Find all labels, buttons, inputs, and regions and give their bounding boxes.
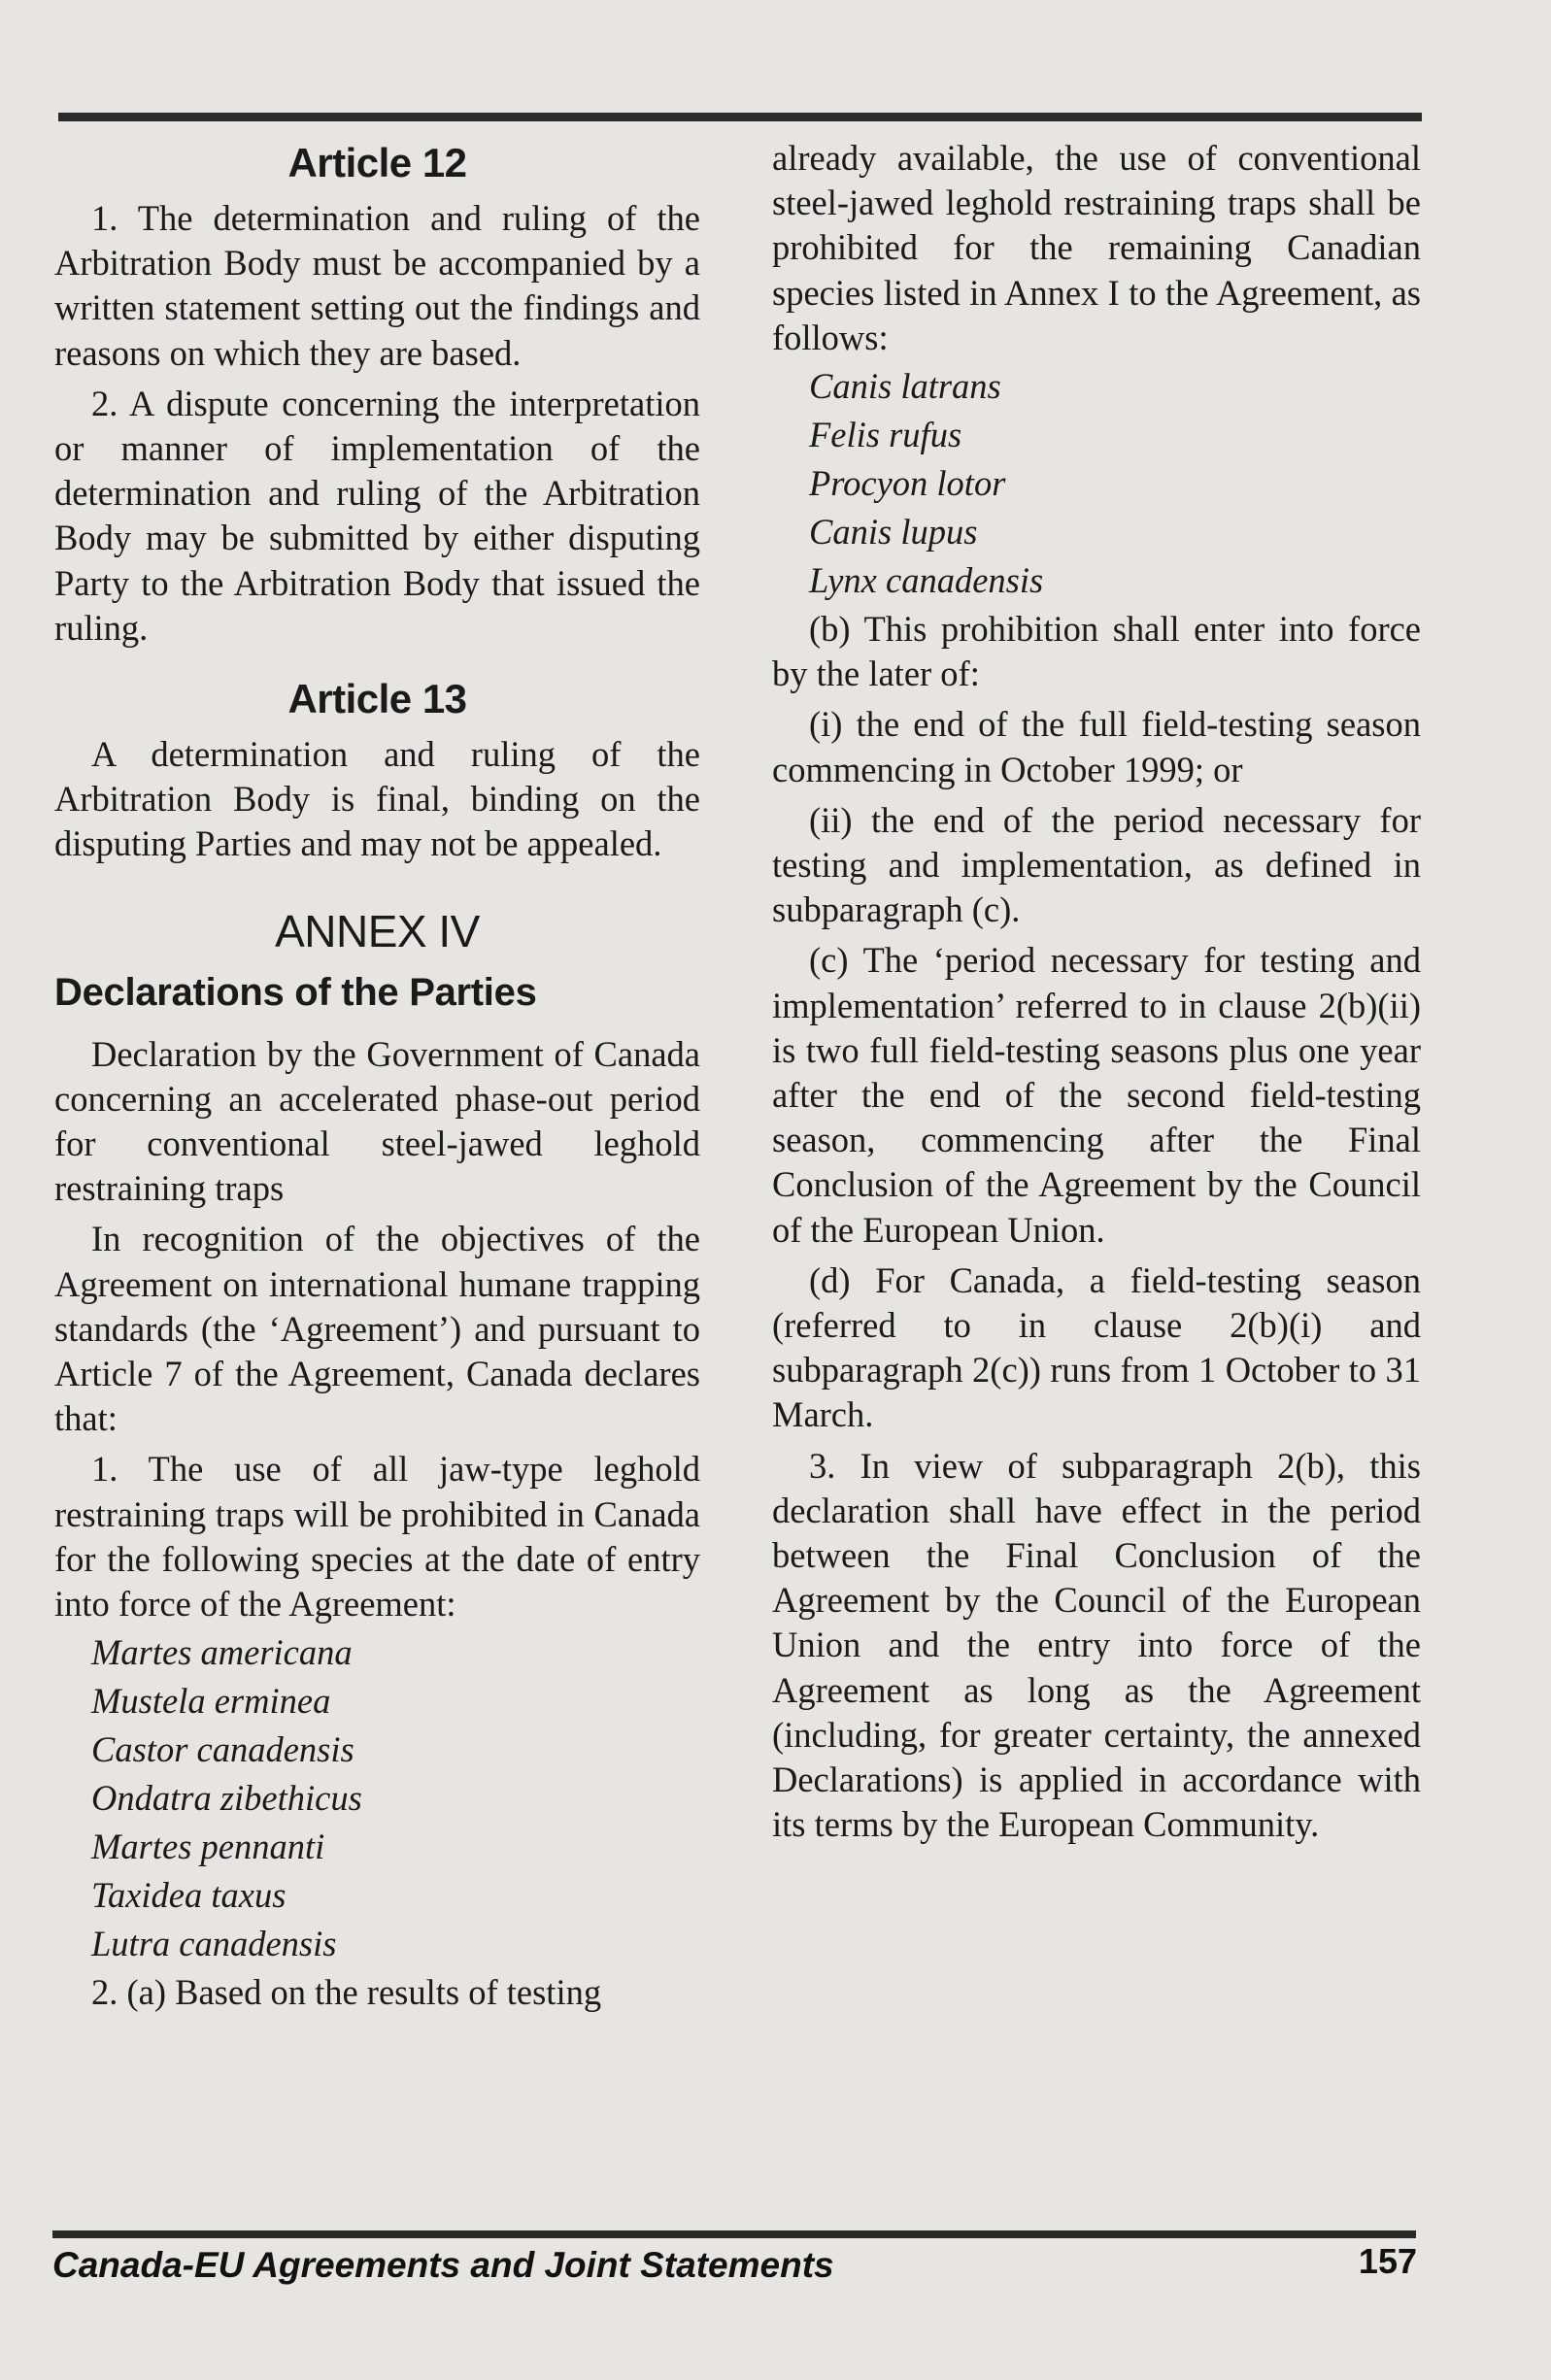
declaration-recognition: In recognition of the objectives of the Agreement on international humane trapping standards (the ‘Agreement’) and pursuant to Article 7 of the Agreement, Canada declares that: (54, 1219, 700, 1439)
species-name: Lynx canadensis (809, 560, 1044, 601)
species-name: Martes americana (91, 1632, 353, 1673)
article-13-paragraph: A determination and ruling of the Arbitration Body is final, binding on the disputing Parties and may not be appealed. (54, 734, 700, 864)
article-13-heading: Article 13 (287, 676, 467, 722)
left-column (54, 136, 700, 2015)
item-2b-i: (i) the end of the full field-testing season commencing in October 1999; or (772, 704, 1421, 789)
article-12-paragraph-2: 2. A dispute concerning the interpretation or manner of implementation of the determination and ruling of the Arbitration Body may be submitted by either disputing Party to the Arbitration Body that issued the ruling. (54, 383, 700, 648)
item-3: 3. In view of subparagraph 2(b), this declaration shall have effect in the period between the Final Conclusion of the Agreement by the Council of the European Union and the entry into force of the Agreement as long as the Agreement (including, for greater certainty, the annexed Declarations) is applied in accordance with its terms by the European Community. (772, 1445, 1421, 1845)
item-2c: (c) The ‘period necessary for testing and implementation’ referred to in clause 2(b)(ii) is two full field-testing seasons plus one year after the end of the second field-testing season, commencing after the Final Conclusion of the Agreement by the Council of the European Union. (772, 940, 1421, 1250)
page-number: 157 (1358, 2241, 1417, 2281)
declarations-heading: Declarations of the Parties (54, 970, 537, 1014)
top-rule (58, 113, 1422, 121)
item-2b: (b) This prohibition shall enter into force by the later of: (772, 609, 1421, 694)
item-2d: (d) For Canada, a field-testing season (referred to in clause 2(b)(i) and subparagraph 2(c)) runs from 1 October to 31 March. (772, 1259, 1421, 1435)
bottom-rule (52, 2230, 1416, 2238)
species-name: Canis latrans (809, 366, 1001, 407)
article-12-heading: Article 12 (287, 140, 467, 185)
annex-heading: ANNEX IV (275, 905, 480, 956)
species-name: Mustela erminea (91, 1681, 331, 1722)
declaration-item-2a: 2. (a) Based on the results of testing (91, 1972, 602, 2013)
running-footer-title: Canada-EU Agreements and Joint Statements (52, 2245, 834, 2285)
declaration-intro: Declaration by the Government of Canada concerning an accelerated phase-out period for conventional steel-jawed leghold restraining traps (54, 1033, 700, 1209)
species-name: Ondatra zibethicus (91, 1778, 362, 1819)
right-column (772, 136, 1421, 1848)
species-name: Felis rufus (809, 415, 962, 455)
species-name: Martes pennanti (91, 1827, 325, 1867)
declaration-item-1: 1. The use of all jaw-type leghold restraining traps will be prohibited in Canada for the following species at the date of entry into force of the Agreement: (54, 1449, 700, 1625)
species-name: Taxidea taxus (91, 1875, 287, 1916)
article-12-paragraph-1: 1. The determination and ruling of the Arbitration Body must be accompanied by a written statement setting out the findings and reasons on which they are based. (54, 198, 700, 373)
species-name: Procyon lotor (809, 463, 1006, 504)
species-name: Canis lupus (809, 512, 978, 553)
item-2a-continuation: already available, the use of conventional steel-jawed leghold restraining traps shall be prohibited for the remaining Canadian species listed in Annex I to the Agreement, as follows: (772, 138, 1421, 357)
species-name: Lutra canadensis (91, 1924, 337, 1964)
item-2b-ii: (ii) the end of the period necessary for testing and implementation, as defined in subparagraph (c). (772, 799, 1421, 930)
species-name: Castor canadensis (91, 1729, 354, 1770)
